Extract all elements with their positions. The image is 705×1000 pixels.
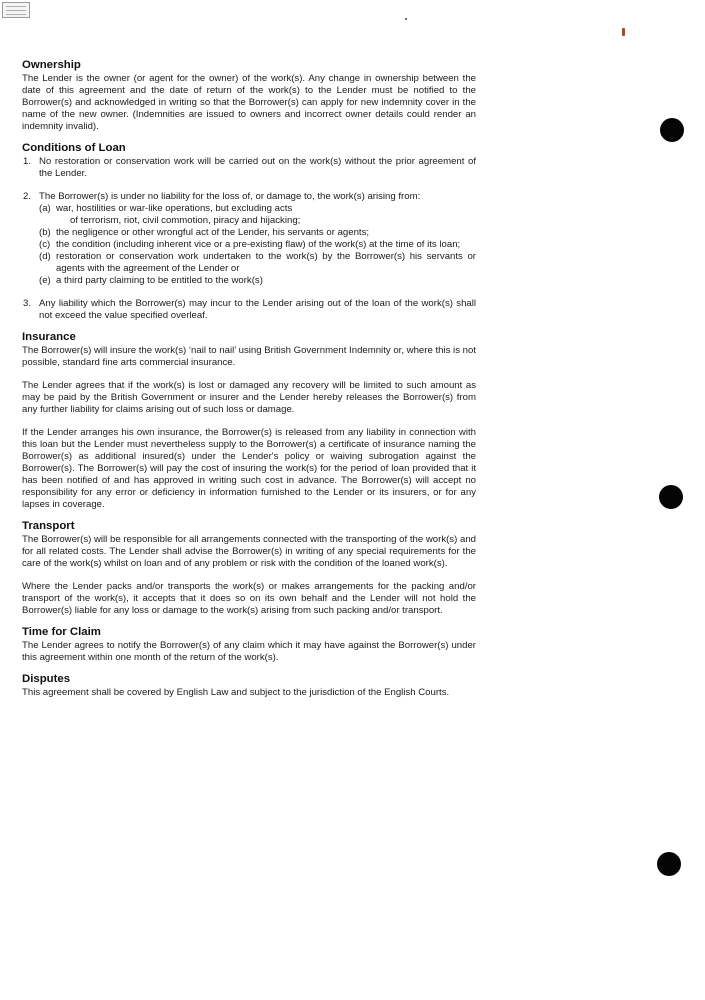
sub-item: [39, 203, 476, 227]
section-conditions-of-loan: [22, 142, 476, 322]
condition-item: [22, 298, 476, 322]
sub-item: [39, 227, 476, 239]
item-number: 3.: [23, 298, 32, 309]
section-heading: Insurance: [22, 331, 76, 343]
sub-item-letter: (a): [39, 203, 51, 214]
item-number: 2.: [23, 191, 32, 202]
scan-speck: [405, 18, 407, 20]
paragraph: This agreement shall be covered by English Law and subject to the jurisdiction of the English Courts.: [22, 687, 450, 698]
paragraph: The Lender is the owner (or agent for the owner) of the work(s). Any change in ownership between the date of this agreement and the date of return of the work(s) to the Lender must be notified to the Borrower(s) and acknowledged in writing so that the Borrower(s) can apply for new indemnity cover in the name of the new owner. (Indemnities are issued to owners and incorrect owner details could render an indemnity invalid).: [22, 73, 476, 132]
paragraph: The Lender agrees that if the work(s) is lost or damaged any recovery will be limited to such amount as may be paid by the British Government or insurer and the Lender hereby releases the Borrower(s) from any further liability for claims arising out of such loss or damage.: [22, 380, 476, 415]
condition-item: [22, 156, 476, 180]
sub-item-text: the condition (including inherent vice or a pre-existing flaw) of the work(s) at the time of its loan;: [56, 239, 461, 250]
scan-mark: [622, 28, 625, 36]
condition-item: [22, 191, 476, 287]
sub-item-text: restoration or conservation work undertaken to the work(s) by the Borrower(s) his servants or agents with the agreement of the Lender or: [56, 251, 476, 274]
sub-item-letter: (d): [39, 251, 51, 262]
section-transport: [22, 520, 476, 617]
section-heading: Time for Claim: [22, 626, 101, 638]
punch-hole: [659, 485, 683, 509]
paragraph: The Borrower(s) will insure the work(s) ‘nail to nail’ using British Government Indemnity or, where this is not possible, standard fine arts commercial insurance.: [22, 345, 476, 368]
item-text: The Borrower(s) is under no liability for the loss of, or damage to, the work(s) arising from:: [39, 191, 421, 202]
sub-item: [39, 251, 476, 275]
corner-stamp: [2, 2, 30, 18]
sub-item-letter: (b): [39, 227, 51, 238]
section-disputes: [22, 673, 476, 699]
punch-hole: [660, 118, 684, 142]
sub-item-text: a third party claiming to be entitled to the work(s): [56, 275, 263, 286]
paragraph: The Borrower(s) will be responsible for all arrangements connected with the transporting of the work(s) and for all related costs. The Lender shall advise the Borrower(s) in writing of any special requirements for the care of the work(s) whilst on loan and of any problem or risk with the condition of the loaned work(s).: [22, 534, 476, 569]
section-heading: Disputes: [22, 673, 71, 685]
section-heading: Conditions of Loan: [22, 142, 126, 154]
paragraph: If the Lender arranges his own insurance, the Borrower(s) is released from any liability in connection with this loan but the Lender must nevertheless supply to the Borrower(s) a certificate of insurance naming the Borrower(s) as additional insured(s) under the Lender's policy or waiving subrogation against the Borrower(s). The Borrower(s) will pay the cost of insuring the work(s) for the period of loan provided that it has been notified of and has approved in writing such cost in advance. The Borrower(s) will accept no responsibility for any error or deficiency in information furnished to the Lender or its insurers, or for any lapses in coverage.: [22, 427, 476, 510]
sub-item-continuation: of terrorism, riot, civil commotion, piracy and hijacking;: [70, 215, 301, 226]
section-time-for-claim: [22, 626, 476, 664]
paragraph: Where the Lender packs and/or transports the work(s) or makes arrangements for the packing and/or transport of the work(s), it accepts that it does so on its own behalf and the Lender will not hold the Borrower(s) liable for any loss or damage to the work(s) arising from such packing and/or transport.: [22, 581, 476, 616]
item-text: No restoration or conservation work will be carried out on the work(s) without the prior agreement of the Lender.: [39, 156, 476, 179]
punch-hole: [657, 852, 681, 876]
item-number: 1.: [23, 156, 32, 167]
section-ownership: [22, 59, 476, 133]
sub-item: [39, 239, 476, 251]
sub-item-text: war, hostilities or war-like operations, but excluding acts: [56, 203, 293, 214]
section-insurance: [22, 331, 476, 511]
section-heading: Ownership: [22, 59, 81, 71]
paragraph: The Lender agrees to notify the Borrower(s) of any claim which it may have against the Borrower(s) under this agreement within one month of the return of the work(s).: [22, 640, 476, 663]
document-body: [22, 59, 476, 708]
item-text: Any liability which the Borrower(s) may incur to the Lender arising out of the loan of the work(s) shall not exceed the value specified overleaf.: [39, 298, 476, 321]
sub-item: [39, 275, 476, 287]
sub-item-letter: (e): [39, 275, 51, 286]
sub-item-text: the negligence or other wrongful act of the Lender, his servants or agents;: [56, 227, 370, 238]
section-heading: Transport: [22, 520, 75, 532]
sub-item-letter: (c): [39, 239, 51, 250]
